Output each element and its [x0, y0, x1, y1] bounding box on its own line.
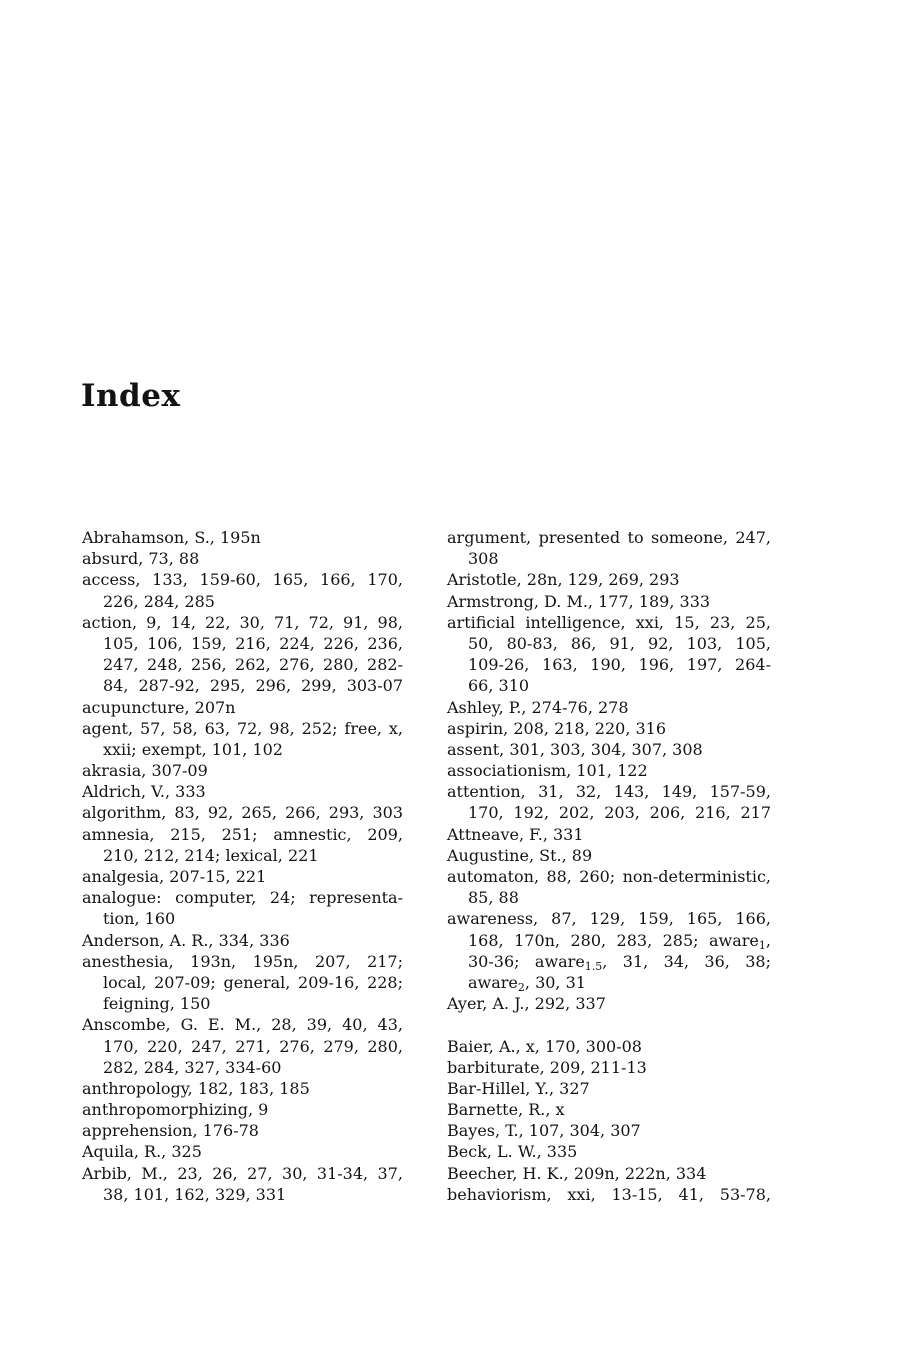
index-columns	[82, 527, 771, 1205]
index-line: Anscombe, G. E. M., 28, 39, 40, 43,	[82, 1015, 403, 1035]
index-line: Augustine, St., 89	[447, 845, 593, 865]
index-blank-line	[447, 1014, 771, 1035]
index-line: Aldrich, V., 333	[82, 782, 206, 802]
index-line: 282, 284, 327, 334-60	[103, 1057, 282, 1077]
index-line: Bar-Hillel, Y., 327	[447, 1078, 590, 1098]
index-line: 210, 212, 214; lexical, 221	[103, 845, 319, 865]
index-line: feigning, 150	[103, 994, 211, 1014]
index-line: Beecher, H. K., 209n, 222n, 334	[447, 1163, 707, 1183]
index-line: Ashley, P., 274-76, 278	[447, 697, 629, 717]
index-line: algorithm, 83, 92, 265, 266, 293, 303	[82, 803, 403, 823]
index-line: behaviorism, xxi, 13-15, 41, 53-78,	[447, 1184, 771, 1204]
index-line: assent, 301, 303, 304, 307, 308	[447, 739, 703, 759]
index-line: anthropomorphizing, 9	[82, 1100, 269, 1120]
index-line: 170, 220, 247, 271, 276, 279, 280,	[103, 1036, 403, 1056]
index-line: 170, 192, 202, 203, 206, 216, 217	[468, 803, 771, 823]
index-line: 226, 284, 285	[103, 591, 215, 611]
index-line: 85, 88	[468, 888, 519, 908]
index-line: Abrahamson, S., 195n	[82, 528, 261, 547]
index-line: akrasia, 307-09	[82, 761, 208, 781]
index-line: 30-36; aware$_{1.5}$, 31, 34, 36, 38;	[468, 951, 771, 973]
index-line: 84, 287-92, 295, 296, 299, 303-07	[103, 676, 403, 696]
index-line: Barnette, R., x	[447, 1100, 565, 1120]
index-line: 105, 106, 159, 216, 224, 226, 236,	[103, 633, 403, 653]
index-line: 168, 170n, 280, 283, 285; aware$_1$,	[468, 930, 771, 952]
index-line: analogue: computer, 24; representa-	[82, 888, 403, 908]
index-line: amnesia, 215, 251; amnestic, 209,	[82, 824, 403, 844]
index-line: Beck, L. W., 335	[447, 1142, 578, 1162]
index-line: argument, presented to someone, 247,	[447, 528, 771, 547]
index-line: Baier, A., x, 170, 300-08	[447, 1036, 642, 1056]
index-line: Arbib, M., 23, 26, 27, 30, 31-34, 37,	[82, 1163, 403, 1183]
index-line: action, 9, 14, 22, 30, 71, 72, 91, 98,	[82, 612, 403, 632]
index-line: Bayes, T., 107, 304, 307	[447, 1121, 641, 1141]
index-line: anthropology, 182, 183, 185	[82, 1078, 310, 1098]
index-column-right	[447, 527, 771, 1205]
index-line: associationism, 101, 122	[447, 761, 648, 781]
index-line: awareness, 87, 129, 159, 165, 166,	[447, 909, 771, 929]
index-line: apprehension, 176-78	[82, 1121, 259, 1141]
index-line: tion, 160	[103, 909, 176, 929]
index-line: 247, 248, 256, 262, 276, 280, 282-	[103, 655, 403, 675]
index-line: 109-26, 163, 190, 196, 197, 264-	[468, 655, 771, 675]
page-title: Index	[81, 378, 181, 414]
index-line: xxii; exempt, 101, 102	[103, 739, 283, 759]
index-line: barbiturate, 209, 211-13	[447, 1057, 647, 1077]
index-line: aspirin, 208, 218, 220, 316	[447, 718, 667, 738]
index-line: 66, 310	[468, 676, 530, 696]
index-column-left	[82, 527, 403, 1205]
index-line: artificial intelligence, xxi, 15, 23, 25,	[447, 612, 771, 632]
index-line: automaton, 88, 260; non-deterministic,	[447, 867, 771, 886]
index-line: anesthesia, 193n, 195n, 207, 217;	[82, 951, 403, 971]
index-line: aware$_2$, 30, 31	[468, 972, 586, 994]
index-line: 50, 80-83, 86, 91, 92, 103, 105,	[468, 633, 771, 653]
index-line: Aristotle, 28n, 129, 269, 293	[447, 570, 680, 590]
index-line: attention, 31, 32, 143, 149, 157-59,	[447, 782, 771, 802]
index-line: Aquila, R., 325	[82, 1142, 202, 1162]
index-line: Anderson, A. R., 334, 336	[82, 930, 290, 950]
index-line: Ayer, A. J., 292, 337	[447, 994, 606, 1014]
index-line: agent, 57, 58, 63, 72, 98, 252; free, x,	[82, 718, 403, 738]
index-line: 308	[468, 549, 499, 569]
index-line: analgesia, 207-15, 221	[82, 867, 267, 886]
index-line: 38, 101, 162, 329, 331	[103, 1184, 287, 1204]
index-line: Armstrong, D. M., 177, 189, 333	[447, 591, 711, 611]
index-line: acupuncture, 207n	[82, 697, 236, 717]
index-line: access, 133, 159-60, 165, 166, 170,	[82, 570, 403, 590]
index-line: local, 207-09; general, 209-16, 228;	[103, 972, 403, 992]
index-line: absurd, 73, 88	[82, 549, 200, 569]
index-line: Attneave, F., 331	[447, 824, 584, 844]
